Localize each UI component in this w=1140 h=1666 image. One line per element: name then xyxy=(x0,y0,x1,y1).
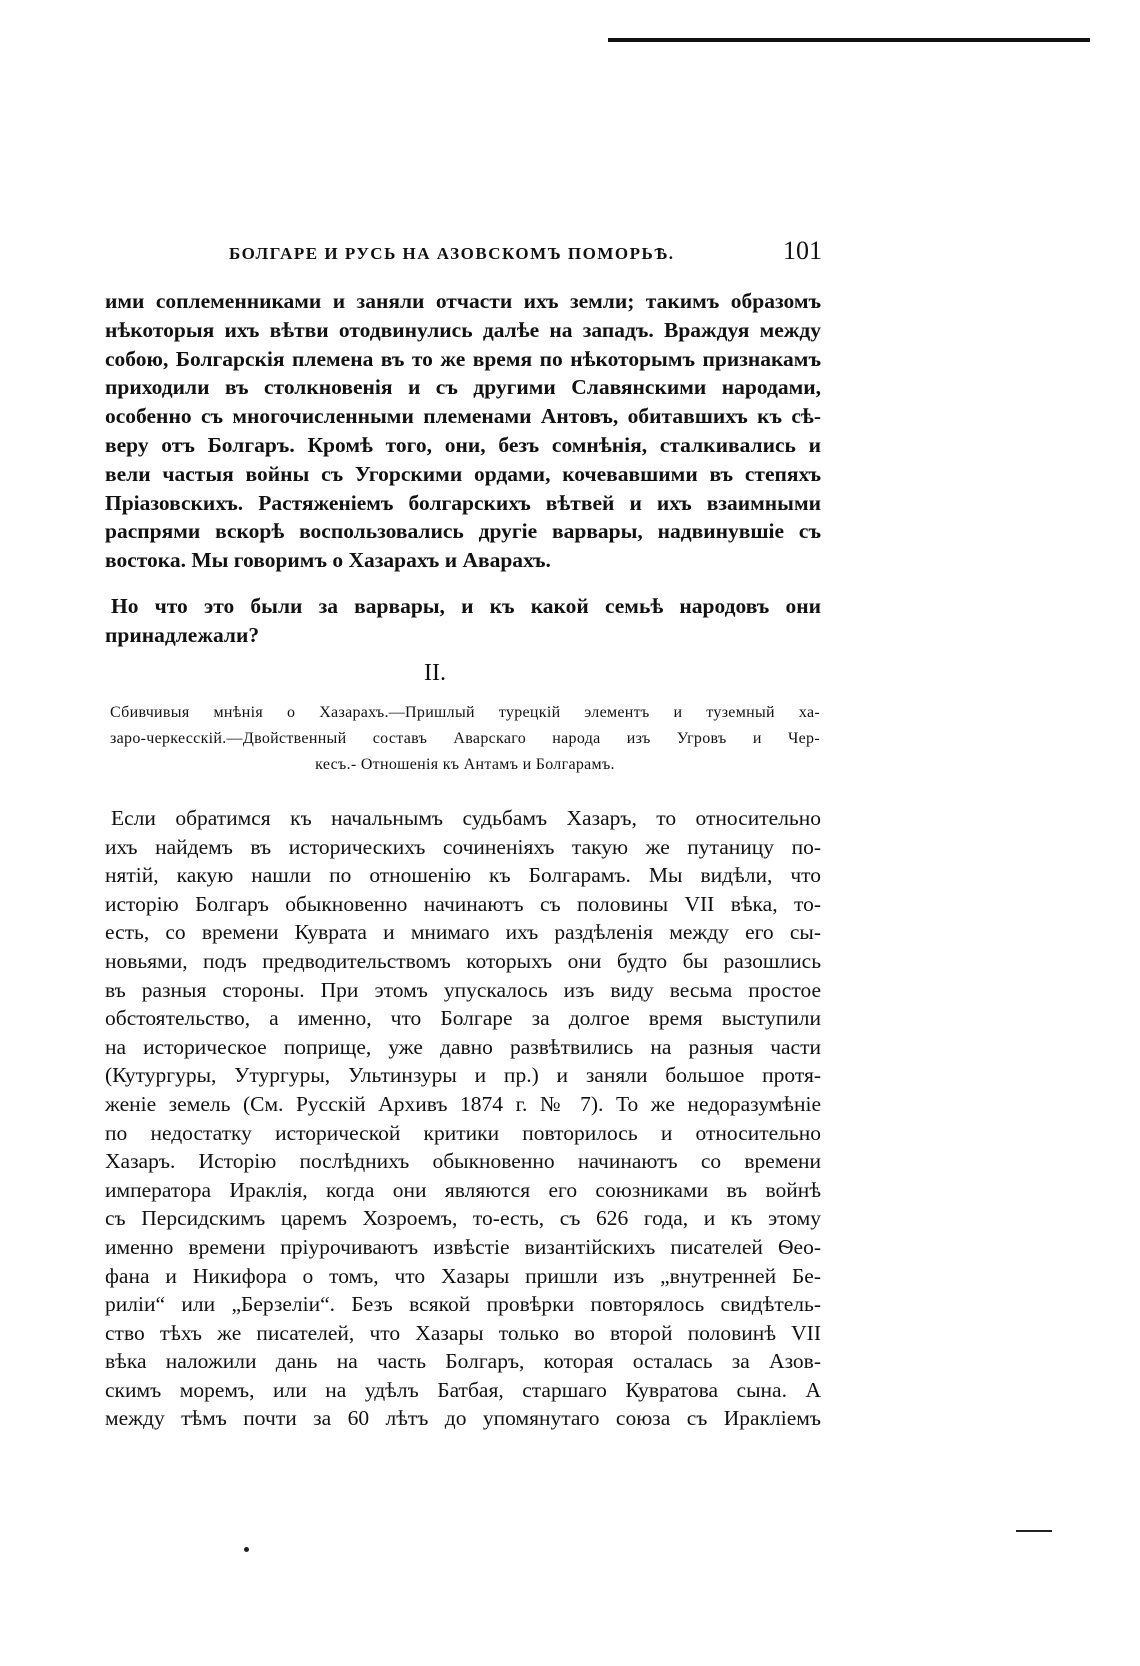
text-line: ство тѣхъ же писателей, что Хазары только во второй половинѣ VII xyxy=(105,1320,821,1345)
text-line: Пріазовскихъ. Растяженіемъ болгарскихъ вѣтвей и ихъ взаимными xyxy=(105,490,821,515)
paragraph-continued xyxy=(105,287,821,575)
top-rule xyxy=(608,38,1090,42)
text-line: вели частыя войны съ Угорскими ордами, кочевавшими въ степяхъ xyxy=(105,461,821,486)
text-line: веру отъ Болгаръ. Кромѣ того, они, безъ сомнѣнія, сталкивались и xyxy=(105,432,821,457)
text-line: ими соплеменниками и заняли отчасти ихъ земли; такимъ образомъ xyxy=(105,289,821,313)
summary-line: Сбивчивыя мнѣнія о Хазарахъ.—Пришлый турецкій элементъ и туземный ха- xyxy=(110,704,820,721)
text-line: особенно съ многочисленными племенами Антовъ, обитавшихъ къ сѣ- xyxy=(105,404,821,429)
text-line: скимъ моремъ, или на удѣлъ Батбая, старшаго Кувратова сына. А xyxy=(105,1377,821,1402)
text-line: принадлежали? xyxy=(105,622,260,647)
text-line: (Кутургуры, Утургуры, Ультинзуры и пр.) и заняли большое протя- xyxy=(105,1063,821,1088)
page-number: 101 xyxy=(783,236,822,265)
running-head xyxy=(222,236,822,270)
running-title: БОЛГАРЕ И РУСЬ НА АЗОВСКОМЪ ПОМОРЬѢ. xyxy=(229,244,675,263)
text-line: Но что это были за варвары, и къ какой семьѣ народовъ они xyxy=(111,594,821,618)
text-line: Если обратимся къ начальнымъ судьбамъ Хазаръ, то относительно xyxy=(111,806,821,830)
text-line: именно времени пріурочиваютъ извѣстіе византійскихъ писателей Ѳео- xyxy=(105,1234,821,1259)
margin-mark xyxy=(1016,1530,1052,1532)
text-line: вѣка наложили дань на часть Болгаръ, которая осталась за Азов- xyxy=(105,1349,821,1374)
text-line: исторію Болгаръ обыкновенно начинаютъ съ половины VII вѣка, то- xyxy=(105,891,821,916)
ink-dot xyxy=(244,1547,249,1552)
summary-line: кесъ.- Отношенія къ Антамъ и Болгарамъ. xyxy=(315,756,615,773)
text-line: обстоятельство, а именно, что Болгаре за долгое время выступили xyxy=(105,1006,821,1031)
text-line: востока. Мы говоримъ о Хазарахъ и Аварахъ. xyxy=(105,548,551,573)
text-line: ихъ найдемъ въ историческихъ сочиненіяхъ такую же путаницу по- xyxy=(105,834,821,859)
text-line: распрями вскорѣ воспользовались другіе варвары, надвинувшіе съ xyxy=(105,519,821,544)
text-line: по недостатку исторической критики повторилось и относительно xyxy=(105,1120,821,1145)
text-line: фана и Никифора о томъ, что Хазары пришли изъ „внутренней Бе- xyxy=(105,1263,821,1288)
summary-line: заро-черкесскій.—Двойственный составъ Аварскаго народа изъ Угровъ и Чер- xyxy=(110,730,820,747)
text-line: есть, со времени Кувратa и мнимаго ихъ раздѣленія между его сы- xyxy=(105,920,821,945)
text-line: нятій, какую нашли по отношенію къ Болгарамъ. Мы видѣли, что xyxy=(105,863,821,888)
question-paragraph xyxy=(105,592,821,650)
text-line: Хазаръ. Исторію послѣднихъ обыкновенно начинаютъ со времени xyxy=(105,1149,821,1174)
text-line: между тѣмъ почти за 60 лѣтъ до упомянутаго союза съ Иракліемъ xyxy=(105,1406,821,1431)
text-line: рилiи“ или „Берзеліи“. Безъ всякой провѣрки повторялось свидѣтель- xyxy=(105,1292,821,1317)
section-summary xyxy=(110,700,820,778)
text-line: собою, Болгарскія племена въ то же время по нѣкоторымъ признакамъ xyxy=(105,346,821,371)
text-line: въ разныя стороны. При этомъ упускалось изъ виду весьма простое xyxy=(105,977,821,1002)
text-line: новьями, подъ предводительствомъ которыхъ они будто бы разошлись xyxy=(105,948,821,973)
text-line: на историческое поприще, уже давно развѣтвились на разныя части xyxy=(105,1034,821,1059)
section-number: II. xyxy=(424,660,446,686)
text-line: приходили въ столкновенія и съ другими Славянскими народами, xyxy=(105,375,821,400)
text-line: съ Персидскимъ царемъ Хозроемъ, то-есть, съ 626 года, и къ этому xyxy=(105,1206,821,1231)
text-line: женіе земель (См. Русскій Архивъ 1874 г. № 7). То же недоразумѣніе xyxy=(105,1091,821,1116)
text-line: нѣкоторыя ихъ вѣтви отодвинулись далѣе на западъ. Враждуя между xyxy=(105,317,821,342)
main-paragraph xyxy=(105,804,821,1433)
text-line: императора Ираклія, когда они являются его союзниками въ войнѣ xyxy=(105,1177,821,1202)
